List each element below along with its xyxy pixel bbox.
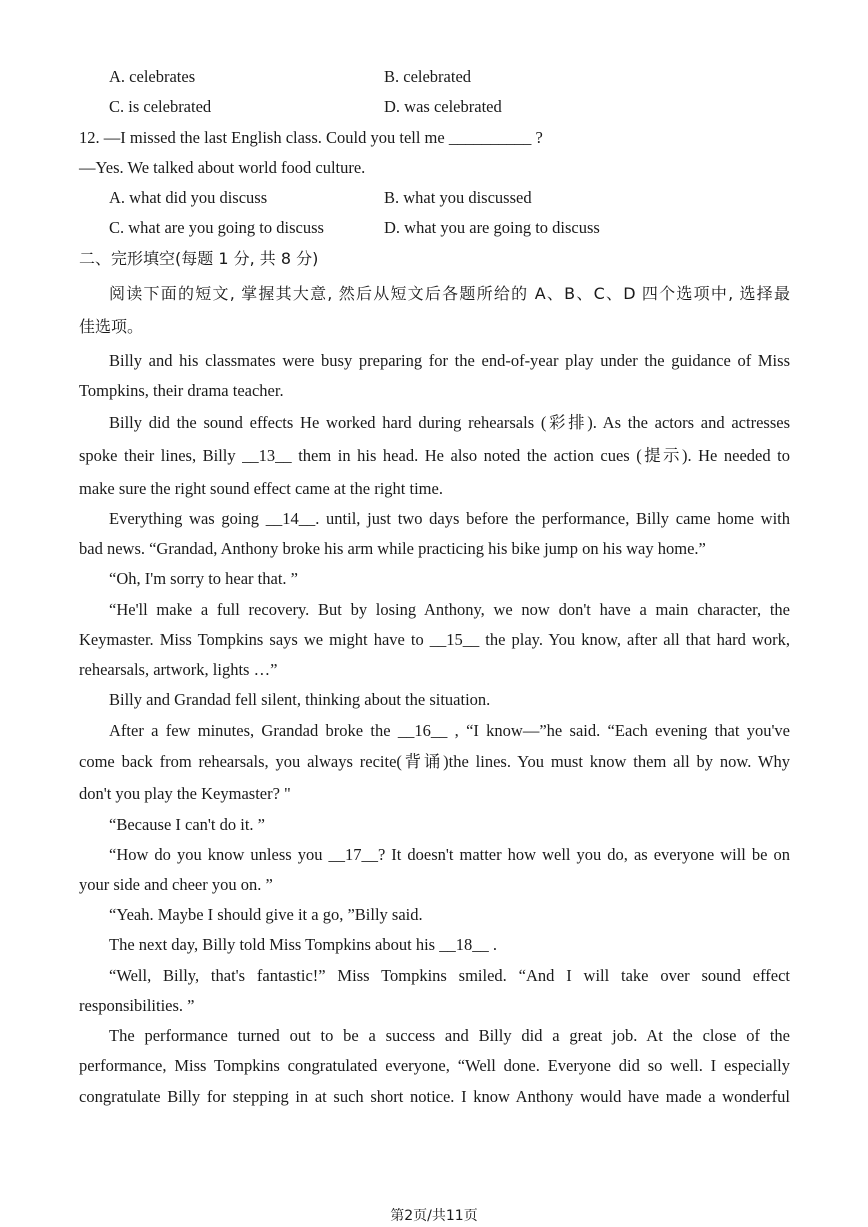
passage-line: “Well, Billy, that's fantastic!” Miss Tompkins smiled. “And I will take over sound effect <box>109 966 790 985</box>
passage-line: performance, Miss Tompkins congratulated everyone, “Well done. Everyone did so well. I especially <box>79 1056 790 1075</box>
passage-line: come back from rehearsals, you always recite(背诵)the lines. You must know them all by now. Why <box>79 752 790 771</box>
passage-line: Billy and his classmates were busy preparing for the end-of-year play under the guidance of Miss <box>109 351 790 370</box>
passage-line: Billy did the sound effects He worked hard during rehearsals (彩排). As the actors and actresses <box>109 413 790 432</box>
section-heading: 二、完形填空(每题 1 分, 共 8 分) <box>79 249 319 268</box>
q11-option-b: B. celebrated <box>384 67 472 86</box>
passage-line: Everything was going __14__. until, just two days before the performance, Billy came home with <box>109 509 790 528</box>
passage-line: “How do you know unless you __17__? It doesn't matter how well you do, as everyone will be on <box>109 845 790 864</box>
q12-option-d: D. what you are going to discuss <box>384 218 600 237</box>
section-instruction-line1: 阅读下面的短文, 掌握其大意, 然后从短文后各题所给的 A、B、C、D 四个选项中, 选择最 <box>109 284 790 303</box>
section-instruction-line2: 佳选项。 <box>79 317 144 336</box>
passage-line: The performance turned out to be a success and Billy did a great job. At the close of the <box>109 1026 790 1045</box>
passage-line: “Yeah. Maybe I should give it a go, ”Billy said. <box>109 905 423 924</box>
q12-option-c: C. what are you going to discuss <box>109 218 324 237</box>
q12-answer: —Yes. We talked about world food culture. <box>79 158 366 177</box>
q11-option-a: A. celebrates <box>109 67 196 86</box>
q12-option-a: A. what did you discuss <box>109 188 268 207</box>
passage-line: spoke their lines, Billy __13__ them in his head. He also noted the action cues (提示). He needed to <box>79 446 790 465</box>
q11-option-d: D. was celebrated <box>384 97 502 116</box>
passage-line: “Oh, I'm sorry to hear that. ” <box>109 569 298 588</box>
passage-line: The next day, Billy told Miss Tompkins about his __18__ . <box>109 935 497 954</box>
q12-option-b: B. what you discussed <box>384 188 532 207</box>
passage-line: rehearsals, artwork, lights …” <box>79 660 278 679</box>
q12-question: 12. —I missed the last English class. Could you tell me __________ ? <box>79 128 543 147</box>
q11-option-c: C. is celebrated <box>109 97 212 116</box>
passage-line: congratulate Billy for stepping in at such short notice. I know Anthony would have made a wonderful <box>79 1087 790 1106</box>
passage-line: your side and cheer you on. ” <box>79 875 273 894</box>
passage-line: “He'll make a full recovery. But by losing Anthony, we now don't have a main character, the <box>109 600 790 619</box>
page-footer: 第2页/共11页 <box>390 1208 478 1224</box>
passage-line: don't you play the Keymaster? " <box>79 784 291 803</box>
passage-line: “Because I can't do it. ” <box>109 815 265 834</box>
passage-line: responsibilities. ” <box>79 996 195 1015</box>
passage-line: Keymaster. Miss Tompkins says we might have to __15__ the play. You know, after all that hard work, <box>79 630 790 649</box>
passage-line: Tompkins, their drama teacher. <box>79 381 284 400</box>
passage-line: make sure the right sound effect came at the right time. <box>79 479 443 498</box>
passage-line: After a few minutes, Grandad broke the __16__ , “I know—”he said. “Each evening that you've <box>109 721 790 740</box>
passage-line: Billy and Grandad fell silent, thinking about the situation. <box>109 690 491 709</box>
passage-line: bad news. “Grandad, Anthony broke his arm while practicing his bike jump on his way home.” <box>79 539 706 558</box>
